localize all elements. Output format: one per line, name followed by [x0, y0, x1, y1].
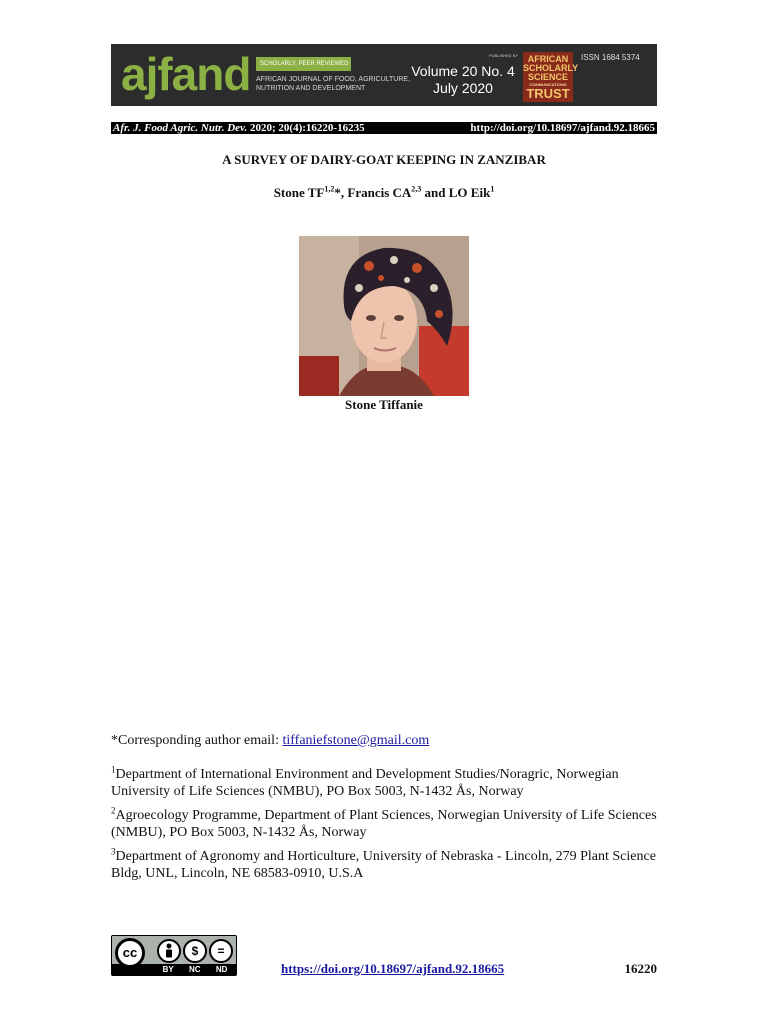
- article-title: A SURVEY OF DAIRY-GOAT KEEPING IN ZANZIBAR: [222, 152, 546, 167]
- author-list: [111, 184, 657, 202]
- publisher-logo: [523, 52, 579, 102]
- affiliation-number: 3: [111, 846, 116, 857]
- photo-caption: Stone Tiffanie: [345, 397, 423, 412]
- journal-tagline: SCHOLARLY, PEER REVIEWED: [256, 57, 351, 71]
- volume-number: Volume 20 No. 4: [411, 63, 515, 79]
- citation-details: 2020; 20(4):16220-16235: [247, 122, 365, 134]
- affiliation-number: 1: [111, 764, 116, 775]
- cc-nd-label: ND: [215, 965, 228, 974]
- author-name: LO Eik: [448, 185, 491, 200]
- author-affil-sup: 1: [490, 184, 495, 194]
- author-affil-sup: 2,3: [411, 184, 422, 194]
- citation-reference: [113, 122, 365, 134]
- person-icon: [157, 939, 181, 963]
- equals-icon: =: [209, 939, 233, 963]
- author-portrait-image: [299, 236, 469, 396]
- publisher-line: AFRICAN: [527, 53, 569, 64]
- corresponding-author: [111, 732, 657, 750]
- affiliation-text: Department of International Environment and Development Studies/Noragric, Norwegian University of Life Sciences (NMBU), PO Box 5003, N-1432 Ås, Norway: [111, 767, 619, 799]
- cc-logo-icon: cc: [115, 938, 145, 968]
- cc-nc-label: NC: [189, 965, 201, 974]
- corresponding-mark: *,: [334, 185, 348, 200]
- page-number: 16220: [624, 961, 657, 976]
- journal-abbrev: Afr. J. Food Agric. Nutr. Dev.: [113, 122, 248, 134]
- journal-logo: ajfand: [121, 48, 251, 100]
- affiliation-item: [111, 766, 657, 800]
- published-by-label: PUBLISHED BY: [489, 53, 519, 58]
- cc-labels: [155, 964, 235, 975]
- footer-doi-link[interactable]: https://doi.org/10.18697/ajfand.92.18665: [281, 961, 505, 976]
- cc-by-label: BY: [162, 965, 174, 974]
- cc-license-badge[interactable]: [111, 935, 237, 976]
- corresponding-email-link[interactable]: tiffaniefstone@gmail.com: [282, 733, 430, 748]
- citation-bar: [111, 122, 657, 134]
- citation-doi-link[interactable]: http://doi.org/10.18697/ajfand.92.18665: [470, 122, 655, 134]
- publisher-line: SCIENCE: [527, 71, 568, 82]
- affiliation-item: [111, 807, 657, 841]
- affiliation-text: Department of Agronomy and Horticulture, University of Nebraska - Lincoln, 279 Plant Science Bldg, UNL, Lincoln, NE 68583-0910, U.S.A: [111, 849, 656, 881]
- author-name: Francis CA: [347, 185, 412, 200]
- author-affil-sup: 1,2: [324, 184, 335, 194]
- affiliation-text: Agroecology Programme, Department of Plant Sciences, Norwegian University of Life Sciences (NMBU), PO Box 5003, N-1432 Ås, Norway: [111, 808, 657, 840]
- journal-banner: [111, 44, 657, 106]
- author-photo: [299, 236, 469, 396]
- corresponding-label: *Corresponding author email:: [111, 733, 283, 748]
- publisher-line: TRUST: [526, 85, 570, 101]
- issue-date: July 2020: [433, 80, 493, 96]
- no-dollar-icon: $: [183, 939, 207, 963]
- volume-block: [407, 63, 519, 97]
- issn: ISSN 1684 5374: [581, 53, 640, 62]
- publisher-line: SCHOLARLY: [523, 62, 579, 73]
- journal-full-name: AFRICAN JOURNAL OF FOOD, AGRICULTURE, NUTRITION AND DEVELOPMENT: [256, 76, 411, 92]
- footer-doi: [281, 961, 504, 977]
- publisher-line: COMMUNICATIONS: [529, 81, 567, 87]
- author-joiner: and: [421, 185, 449, 200]
- affiliation-item: [111, 848, 657, 882]
- affiliation-number: 2: [111, 805, 116, 816]
- author-name: Stone TF: [273, 185, 325, 200]
